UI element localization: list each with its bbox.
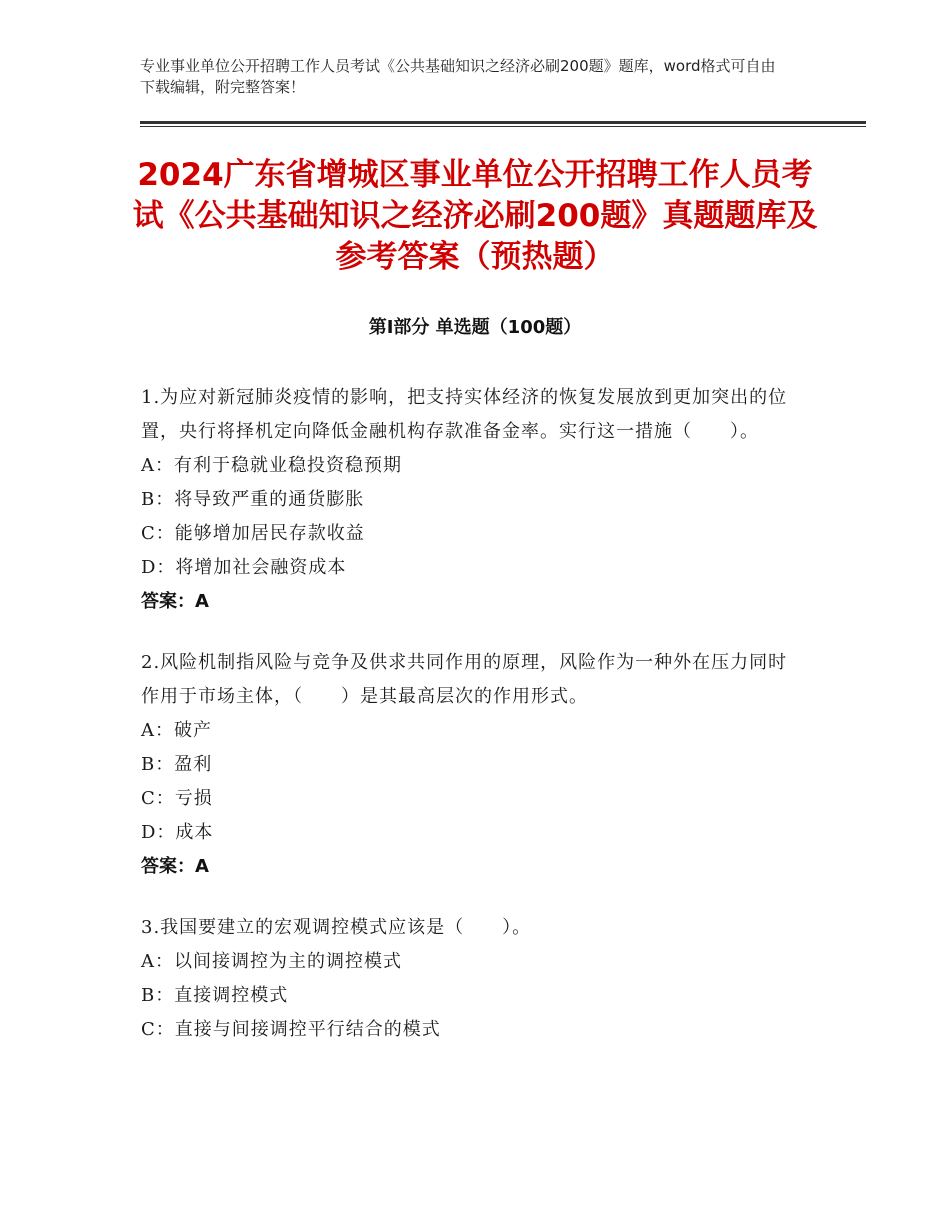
question-stem: 2.风险机制指风险与竞争及供求共同作用的原理，风险作为一种外在压力同时作用于市场主体，（ ）是其最高层次的作用形式。 [141, 652, 788, 707]
question-stem: 3.我国要建立的宏观调控模式应该是（ ）。 [141, 917, 532, 938]
question-1 [141, 381, 801, 619]
header-rule-thick [140, 121, 866, 124]
question-stem: 1.为应对新冠肺炎疫情的影响，把支持实体经济的恢复发展放到更加突出的位置，央行将择机定向降低金融机构存款准备金率。实行这一措施（ ）。 [141, 387, 788, 442]
header-divider [140, 121, 866, 127]
header-note: 专业事业单位公开招聘工作人员考试《公共基础知识之经济必刷200题》题库，word格式可自由下载编辑，附完整答案！ [140, 57, 776, 96]
option-b: B：将导致严重的通货膨胀 [141, 489, 365, 510]
option-c: C：亏损 [141, 788, 213, 809]
option-a: A：以间接调控为主的调控模式 [141, 951, 402, 972]
question-3 [141, 911, 801, 1047]
header-rule-thin [140, 126, 866, 127]
option-c: C：能够增加居民存款收益 [141, 523, 365, 544]
answer-line: 答案：A [141, 856, 209, 877]
option-a: A：破产 [141, 720, 212, 741]
option-c: C：直接与间接调控平行结合的模式 [141, 1019, 441, 1040]
option-d: D：成本 [141, 822, 214, 843]
option-d: D：将增加社会融资成本 [141, 557, 347, 578]
option-a: A：有利于稳就业稳投资稳预期 [141, 455, 402, 476]
question-list [141, 381, 801, 1074]
answer-line: 答案：A [141, 591, 209, 612]
question-2 [141, 646, 801, 884]
section-heading: 第Ⅰ部分 单选题（100题） [368, 317, 582, 338]
document-title: 2024广东省增城区事业单位公开招聘工作人员考试《公共基础知识之经济必刷200题》真题题库及参考答案（预热题） [132, 157, 818, 275]
option-b: B：盈利 [141, 754, 213, 775]
option-b: B：直接调控模式 [141, 985, 289, 1006]
